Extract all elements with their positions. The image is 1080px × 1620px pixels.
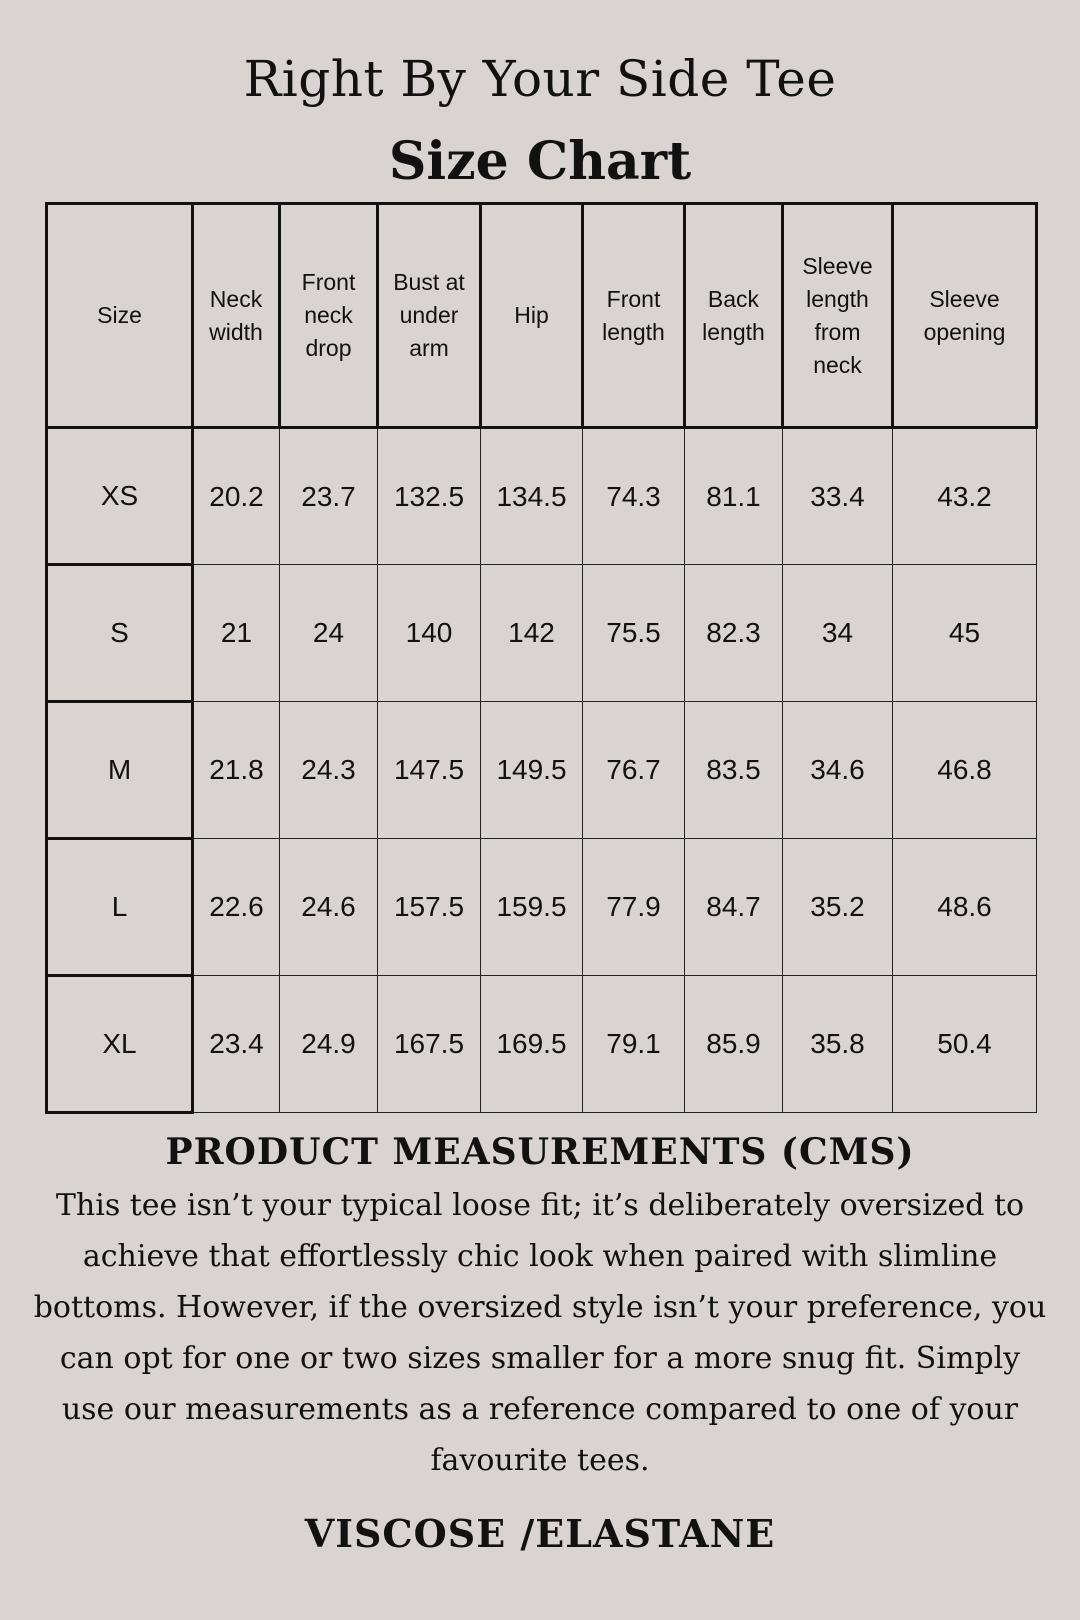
header-bust: Bust at under arm bbox=[378, 204, 481, 428]
table-cell: 82.3 bbox=[685, 565, 783, 702]
table-cell: 33.4 bbox=[783, 428, 893, 565]
size-label: XL bbox=[47, 976, 193, 1113]
table-cell: 24.9 bbox=[280, 976, 378, 1113]
table-cell: 75.5 bbox=[583, 565, 685, 702]
table-cell: 45 bbox=[893, 565, 1037, 702]
fit-description: This tee isn’t your typical loose fit; it’s deliberately oversized to achieve that effortlessly chic look when paired with slimline bottoms. However, if the oversized style isn’t your preference, you can opt for one or two sizes smaller for a more snug fit. Simply use our measurements as a reference compared to one of your favourite tees. bbox=[33, 1188, 1047, 1478]
table-cell: 46.8 bbox=[893, 702, 1037, 839]
page-subtitle: Size Chart bbox=[388, 131, 692, 192]
table-cell: 149.5 bbox=[481, 702, 583, 839]
table-cell: 34.6 bbox=[783, 702, 893, 839]
size-label: M bbox=[47, 702, 193, 839]
table-cell: 34 bbox=[783, 565, 893, 702]
table-cell: 77.9 bbox=[583, 839, 685, 976]
size-label: XS bbox=[47, 428, 193, 565]
table-cell: 132.5 bbox=[378, 428, 481, 565]
table-cell: 23.4 bbox=[193, 976, 280, 1113]
table-cell: 35.2 bbox=[783, 839, 893, 976]
table-cell: 142 bbox=[481, 565, 583, 702]
table-row bbox=[47, 428, 1037, 565]
table-row bbox=[47, 839, 1037, 976]
table-row bbox=[47, 565, 1037, 702]
header-front-length: Front length bbox=[583, 204, 685, 428]
table-row bbox=[47, 702, 1037, 839]
table-cell: 35.8 bbox=[783, 976, 893, 1113]
table-cell: 74.3 bbox=[583, 428, 685, 565]
header-sleeve-opening: Sleeve opening bbox=[893, 204, 1037, 428]
table-cell: 84.7 bbox=[685, 839, 783, 976]
table-cell: 50.4 bbox=[893, 976, 1037, 1113]
table-cell: 48.6 bbox=[893, 839, 1037, 976]
table-cell: 81.1 bbox=[685, 428, 783, 565]
table-row bbox=[47, 976, 1037, 1113]
table-cell: 159.5 bbox=[481, 839, 583, 976]
page-title: Right By Your Side Tee bbox=[243, 50, 837, 108]
table-cell: 169.5 bbox=[481, 976, 583, 1113]
measurements-heading: PRODUCT MEASUREMENTS (CMS) bbox=[165, 1131, 915, 1173]
table-cell: 147.5 bbox=[378, 702, 481, 839]
header-hip: Hip bbox=[481, 204, 583, 428]
table-cell: 23.7 bbox=[280, 428, 378, 565]
table-cell: 20.2 bbox=[193, 428, 280, 565]
table-header-row bbox=[47, 204, 1037, 428]
header-size: Size bbox=[47, 204, 193, 428]
table-cell: 21.8 bbox=[193, 702, 280, 839]
table-cell: 24.3 bbox=[280, 702, 378, 839]
table-cell: 43.2 bbox=[893, 428, 1037, 565]
header-front-neck-drop: Front neck drop bbox=[280, 204, 378, 428]
table-cell: 167.5 bbox=[378, 976, 481, 1113]
table-cell: 22.6 bbox=[193, 839, 280, 976]
header-sleeve-length: Sleeve length from neck bbox=[783, 204, 893, 428]
size-label: L bbox=[47, 839, 193, 976]
fabric-composition: VISCOSE /ELASTANE bbox=[304, 1511, 776, 1556]
table-cell: 24 bbox=[280, 565, 378, 702]
table-cell: 85.9 bbox=[685, 976, 783, 1113]
table-cell: 21 bbox=[193, 565, 280, 702]
table-cell: 140 bbox=[378, 565, 481, 702]
size-chart-table bbox=[45, 202, 1038, 1114]
header-neck-width: Neck width bbox=[193, 204, 280, 428]
table-cell: 134.5 bbox=[481, 428, 583, 565]
size-label: S bbox=[47, 565, 193, 702]
table-cell: 79.1 bbox=[583, 976, 685, 1113]
table-cell: 76.7 bbox=[583, 702, 685, 839]
table-cell: 24.6 bbox=[280, 839, 378, 976]
header-back-length: Back length bbox=[685, 204, 783, 428]
table-cell: 157.5 bbox=[378, 839, 481, 976]
table-cell: 83.5 bbox=[685, 702, 783, 839]
